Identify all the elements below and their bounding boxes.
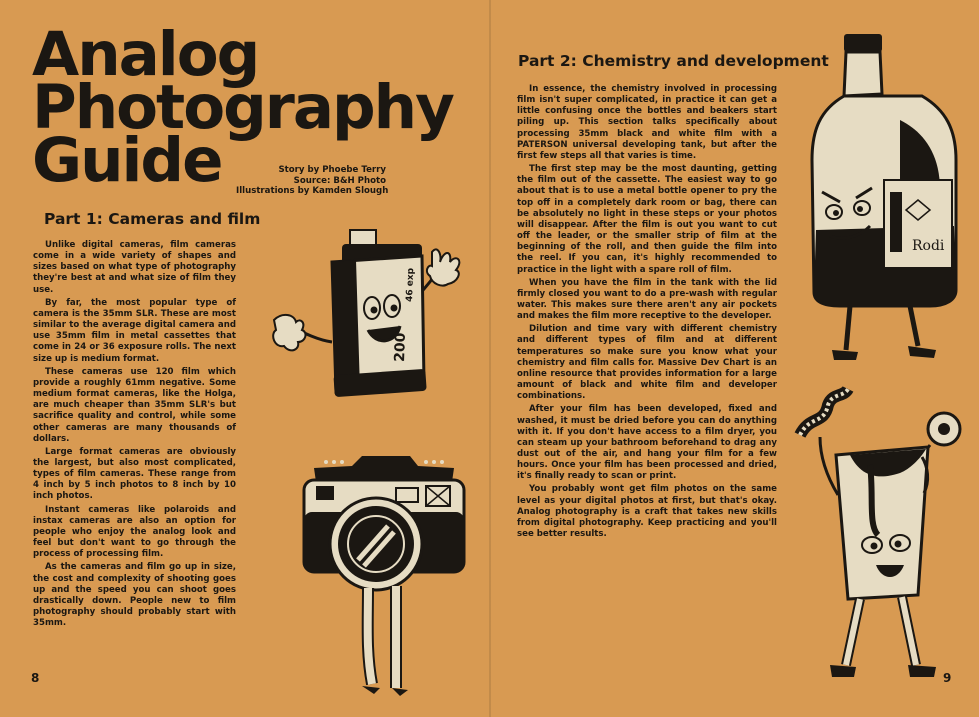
illustrations-credit: Illustrations by Kamden Slough: [236, 186, 389, 196]
title-line-2: Photography: [32, 72, 453, 143]
canister-iso-text: 200: [392, 332, 410, 363]
camera-illustration: [292, 452, 472, 702]
part2-body: [517, 84, 777, 542]
title-line-3: Guide: [32, 125, 222, 196]
part1-paragraph: Unlike digital cameras, film cameras come in a wide variety of shapes and sizes based on what type of photography they're best at and what size of film they use.: [33, 240, 236, 295]
part1-body: [33, 240, 236, 631]
story-credit: Story by Phoebe Terry: [278, 165, 386, 175]
part1-heading: Part 1: Cameras and film: [44, 210, 261, 228]
part1-paragraph: As the cameras and film go up in size, the cost and complexity of shooting goes up and the speed you can shoot goes drastically down. People new to film photography should probably start with 35mm.: [33, 562, 236, 629]
part2-paragraph: In essence, the chemistry involved in processing film isn't super complicated, in practice it can get a little confusing once the bottles and beakers start piling up. This section talks specifically about processing 35mm black and white film with a PATERSON universal developing tank, but after the first few steps all that varies is time.: [517, 84, 777, 161]
developing-tank-illustration: [790, 385, 970, 710]
chemical-bottle-illustration: [800, 30, 975, 375]
part2-paragraph: The first step may be the most daunting, getting the film out of the cassette. The easiest way to go about that is to use a metal bottle opener to pry the top off in a completely dark room or bag, there can be absolutely no light in these steps or your photos will disappear. After the film is out you want to cut off the leader, or the smaller strip of film at the beginning of the roll, and then guide the film into the reel. If you can, it's highly recommended to practice in the light with a spare roll of film.: [517, 164, 777, 275]
source-credit: Source: B&H Photo: [293, 175, 386, 186]
page-gutter: [489, 0, 491, 717]
part1-paragraph: Large format cameras are obviously the largest, but also most complicated, types of film cameras. These range from 4 inch by 5 inch photos to 8 inch by 10 inch photos.: [33, 446, 236, 502]
part1-paragraph: Instant cameras like polaroids and instax cameras are also an option for people who enjoy the analog look and feel but don't want to go through the process of processing film.: [33, 504, 236, 560]
title-line-1: Analog: [32, 19, 259, 90]
byline: [236, 165, 389, 197]
part2-heading: Part 2: Chemistry and development: [518, 52, 829, 70]
part2-paragraph: After your film has been developed, fixed and washed, it must be dried before you can do anything with it. If you don't have access to a film dryer, you can steam up your bathroom beforehand to drag any dust out of the air, and hang your film for a few hours. Once your film has been processed and dried, it's finally ready to scan or print.: [517, 404, 777, 482]
part2-paragraph: Dilution and time vary with different chemistry and different types of film and at different temperatures so make sure you know what your chemistry and film calls for. Massive Dev Chart is an online resource that provides information for a large amount of black and white film and developer combinations.: [517, 324, 777, 402]
canister-exp-text: 46 exp: [405, 267, 417, 303]
film-canister-illustration: [272, 222, 482, 412]
bottle-label-text: Rodi: [912, 238, 945, 254]
page-number-left: 8: [31, 671, 40, 685]
part2-paragraph: You probably wont get film photos on the same level as your digital photos at first, but that's okay. Analog photography is a craft that takes new skills from digital photography. Keep practicing and you'll see better results.: [517, 484, 777, 540]
part1-paragraph: These cameras use 120 film which provide a roughly 61mm negative. Some medium format cameras, like the Holga, are much cheaper than 35mm SLR's but sacrifice quality and control, while some other cameras are many thousands of dollars.: [33, 366, 236, 444]
page-number-right: 9: [943, 671, 952, 685]
part2-paragraph: When you have the film in the tank with the lid firmly closed you want to do a pre-wash with regular water. This makes sure there aren't any air pockets and makes the film more receptive to the developer.: [517, 277, 777, 322]
part1-paragraph: By far, the most popular type of camera is the 35mm SLR. These are most similar to the average digital camera and use 35mm film in metal cassettes that come in 24 or 36 exposure rolls. The next size up is medium format.: [33, 297, 236, 364]
